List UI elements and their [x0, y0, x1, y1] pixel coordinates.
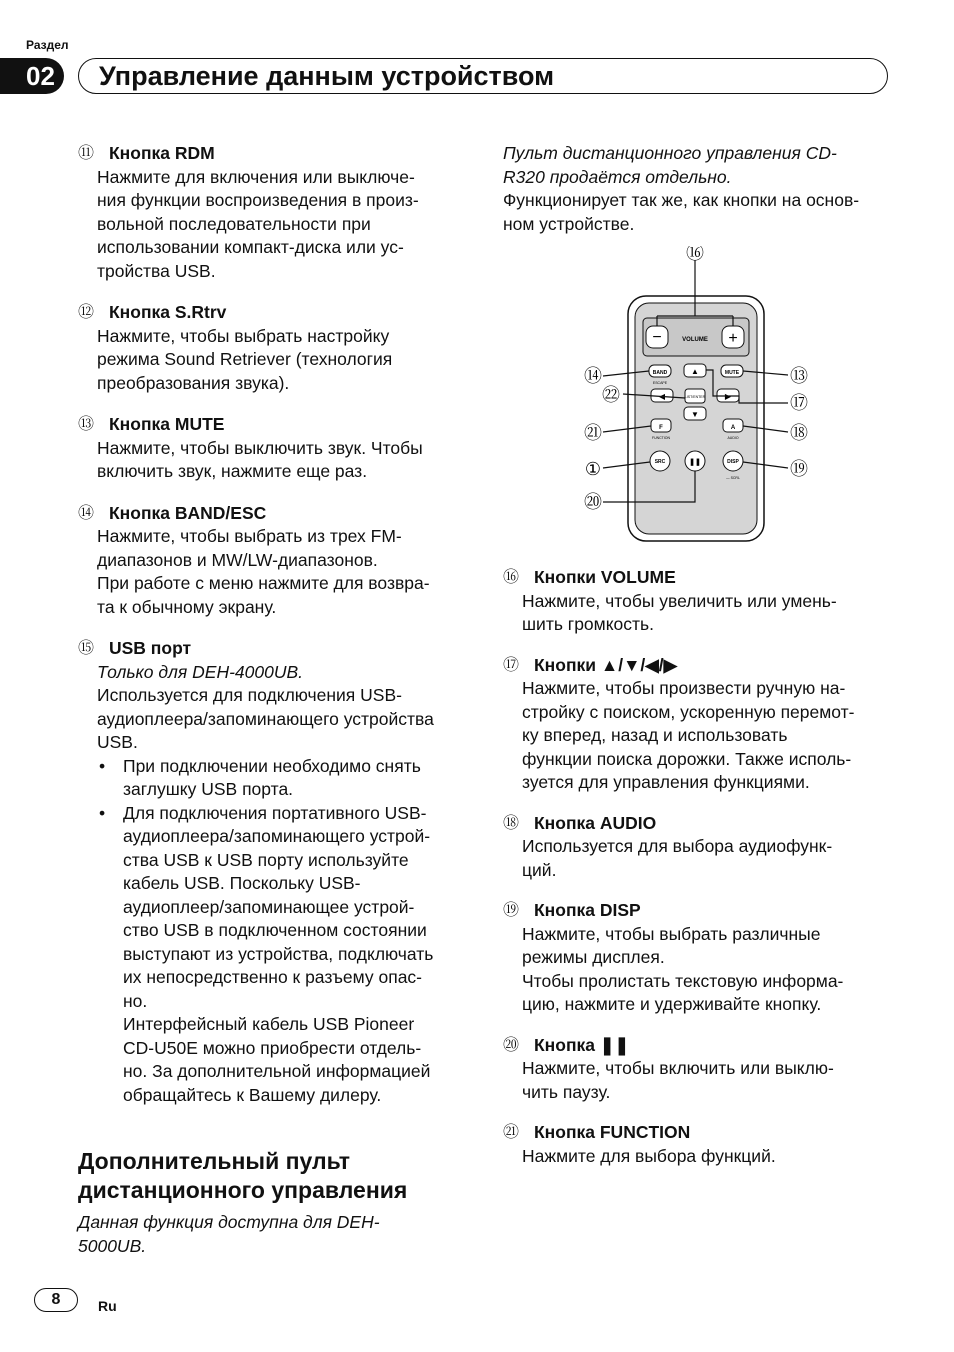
bullet-item: [97, 755, 470, 802]
band-label: BAND: [652, 370, 668, 376]
item-title: Кнопки ▲/▼/◀/▶: [534, 654, 678, 675]
text-line: аудиоплеера/запоминающего устрой-: [123, 826, 431, 846]
text-line: Нажмите для выбора функций.: [522, 1145, 776, 1166]
text-line: аудиоплеер/запоминающее устрой-: [123, 896, 415, 917]
text-line: Используется для подключения USB-: [97, 685, 402, 705]
text-line: кабель USB. Поскольку USB-: [123, 873, 361, 893]
text-line: ном устройстве.: [503, 213, 635, 234]
text-line: Данная функция доступна для DEH-: [78, 1212, 380, 1232]
heading-line: дистанционного управления: [78, 1177, 408, 1203]
text-line: Нажмите, чтобы выбрать различные: [522, 923, 821, 944]
pause-icon: ❚❚: [689, 459, 701, 466]
audio-label: AUDIO: [727, 436, 739, 440]
text-line: их непосредственно к разъему опас-: [123, 967, 423, 987]
left-column: [78, 142, 470, 1258]
item-title: Кнопки VOLUME: [534, 567, 676, 587]
remote-diagram: [503, 246, 895, 546]
text-line: шить громкость.: [522, 614, 655, 634]
escape-label: ESCAPE: [652, 381, 668, 385]
item-title: Кнопка S.Rtrv: [109, 302, 227, 322]
text-line: но.: [123, 990, 148, 1011]
list-enter-label: LIST/ENTER: [684, 395, 706, 399]
text-line: тройства USB.: [97, 260, 216, 281]
callout-17: ⑰: [790, 393, 808, 413]
item-title: Кнопка FUNCTION: [534, 1122, 691, 1142]
text-line: диапазонов и MW/LW-диапазонов.: [97, 549, 378, 570]
src-label: SRC: [654, 459, 666, 465]
item-audio: [503, 812, 895, 883]
text-line: Нажмите, чтобы выбрать настройку: [97, 325, 390, 346]
item-arrows: [503, 654, 895, 795]
item-volume: [503, 566, 895, 637]
text-line: чить паузу.: [522, 1081, 611, 1102]
section-label: Раздел: [26, 38, 69, 52]
callout-14: ⑭: [584, 366, 602, 386]
text-line: Интерфейсный кабель USB Pioneer: [123, 1014, 415, 1034]
remote-illustration: [503, 246, 895, 546]
item-srtrv: [78, 301, 470, 395]
item-title: Кнопка ❚❚: [534, 1034, 630, 1055]
item-number: ⑬: [78, 416, 95, 433]
section-heading: [78, 1147, 470, 1205]
text-line: Нажмите, чтобы произвести ручную на-: [522, 678, 846, 698]
text-line: использовании компакт-диска или ус-: [97, 237, 404, 257]
text-line: R320 продаётся отдельно.: [503, 166, 732, 187]
item-mute: [78, 413, 470, 484]
text-line: преобразования звука).: [97, 372, 290, 393]
heading-note: [78, 1211, 470, 1258]
item-title: Кнопка MUTE: [109, 414, 225, 434]
item-number: ⑪: [78, 145, 95, 162]
item-band-esc: [78, 502, 470, 620]
text-line: Нажмите, чтобы увеличить или умень-: [522, 590, 837, 611]
item-number: ⑳: [503, 1036, 520, 1054]
page-number: 8: [34, 1288, 78, 1312]
plus-label: +: [728, 330, 738, 347]
text-line: включить звук, нажмите еще раз.: [97, 461, 368, 481]
up-arrow-icon: ▲: [691, 367, 699, 376]
text-line: Чтобы пролистать текстовую информа-: [522, 970, 844, 991]
item-number: ⑯: [503, 569, 520, 586]
item-number: ⑫: [78, 304, 95, 321]
text-line: выступают из устройства, подключать: [123, 943, 434, 964]
text-line: Нажмите, чтобы выбрать из трех FM-: [97, 526, 402, 546]
item-function: [503, 1121, 895, 1168]
callout-16: ⑯: [686, 246, 704, 263]
section-number-badge: 02: [0, 58, 64, 94]
text-line: При работе с меню нажмите для возвра-: [97, 573, 430, 593]
callout-1: ①: [584, 459, 602, 479]
text-line: функции поиска дорожки. Также исполь-: [522, 748, 852, 769]
text-line: вольной последовательности при: [97, 213, 371, 234]
item-usb-port: [78, 637, 470, 1107]
heading-line: Дополнительный пульт: [78, 1148, 350, 1174]
item-number: ㉑: [503, 1124, 520, 1141]
callout-19: ⑲: [790, 459, 808, 479]
down-arrow-icon: ▼: [691, 410, 699, 419]
text-line: режима Sound Retriever (технология: [97, 349, 393, 369]
scrl-label: — SCRL: [726, 476, 740, 480]
text-line: заглушку USB порта.: [123, 779, 294, 799]
callout-20: ⑳: [584, 492, 602, 512]
right-column: [503, 142, 895, 1185]
text-line: ций.: [522, 859, 557, 880]
item-title: Кнопка DISP: [534, 900, 641, 920]
item-number: ⑮: [78, 640, 95, 657]
callout-22: ㉒: [602, 385, 620, 405]
text-line: ния функции воспроизведения в произ-: [97, 190, 419, 210]
callout-13: ⑬: [790, 366, 808, 386]
mute-label: MUTE: [724, 370, 740, 376]
text-line: Пульт дистанционного управления CD-: [503, 143, 837, 163]
text-line: CD-U50E можно приобрести отдель-: [123, 1037, 422, 1058]
minus-label: −: [652, 329, 662, 346]
bullet-item: [97, 802, 470, 1108]
function-label: FUNCTION: [651, 436, 671, 440]
text-line: Нажмите, чтобы включить или выклю-: [522, 1058, 834, 1078]
text-line: ства USB к USB порту используйте: [123, 849, 409, 870]
remote-intro: [503, 189, 895, 236]
text-line: но. За дополнительной информацией: [123, 1061, 431, 1081]
text-line: • Для подключения портативного USB-: [123, 802, 427, 823]
f-label: F: [659, 425, 663, 431]
callout-18: ⑱: [790, 423, 808, 443]
text-line: режимы дисплея.: [522, 947, 665, 967]
text-line: USB.: [97, 732, 138, 752]
item-rdm: [78, 142, 470, 283]
text-line: стройку с поиском, ускоренную перемот-: [522, 701, 855, 722]
text-line: зуется для управления функциями.: [522, 772, 810, 792]
item-number: ⑰: [503, 656, 520, 674]
item-number: ⑱: [503, 814, 520, 832]
language-code: Ru: [98, 1298, 117, 1314]
text-line: цию, нажмите и удерживайте кнопку.: [522, 994, 822, 1014]
text-line: аудиоплеера/запоминающего устройства: [97, 708, 434, 729]
a-label: A: [730, 425, 736, 431]
item-title: Кнопка BAND/ESC: [109, 502, 267, 523]
text-line: Нажмите, чтобы выключить звук. Чтобы: [97, 437, 423, 458]
text-line: Функционирует так же, как кнопки на основ-: [503, 190, 860, 210]
text-line: ство USB в подключенном состоянии: [123, 920, 427, 940]
text-line: • При подключении необходимо снять: [123, 755, 421, 776]
item-title: Кнопка AUDIO: [534, 812, 657, 833]
volume-label: VOLUME: [682, 337, 708, 343]
item-title: Кнопка RDM: [109, 143, 215, 163]
item-number: ⑲: [503, 902, 520, 919]
item-disp: [503, 899, 895, 1017]
model-note: Только для DEH-4000UB.: [97, 661, 304, 682]
item-pause: [503, 1034, 895, 1105]
text-line: Нажмите для включения или выключе-: [97, 166, 415, 187]
text-line: Используется для выбора аудиофунк-: [522, 836, 833, 856]
chapter-title: Управление данным устройством: [99, 61, 555, 91]
remote-sold-separately-note: [503, 142, 895, 189]
left-arrow-icon: ◀: [658, 392, 666, 401]
item-title: USB порт: [109, 638, 192, 658]
text-line: та к обычному экрану.: [97, 596, 277, 617]
item-number: ⑭: [78, 504, 95, 522]
callout-21: ㉑: [584, 423, 602, 443]
right-arrow-icon: ▶: [724, 392, 732, 401]
bullet-list: [78, 755, 470, 1108]
text-line: 5000UB.: [78, 1235, 147, 1256]
disp-label: DISP: [727, 459, 739, 465]
text-line: ку вперед, назад и использовать: [522, 725, 788, 745]
chapter-title-box: [78, 58, 888, 94]
text-line: обращайтесь к Вашему дилеру.: [123, 1084, 382, 1105]
